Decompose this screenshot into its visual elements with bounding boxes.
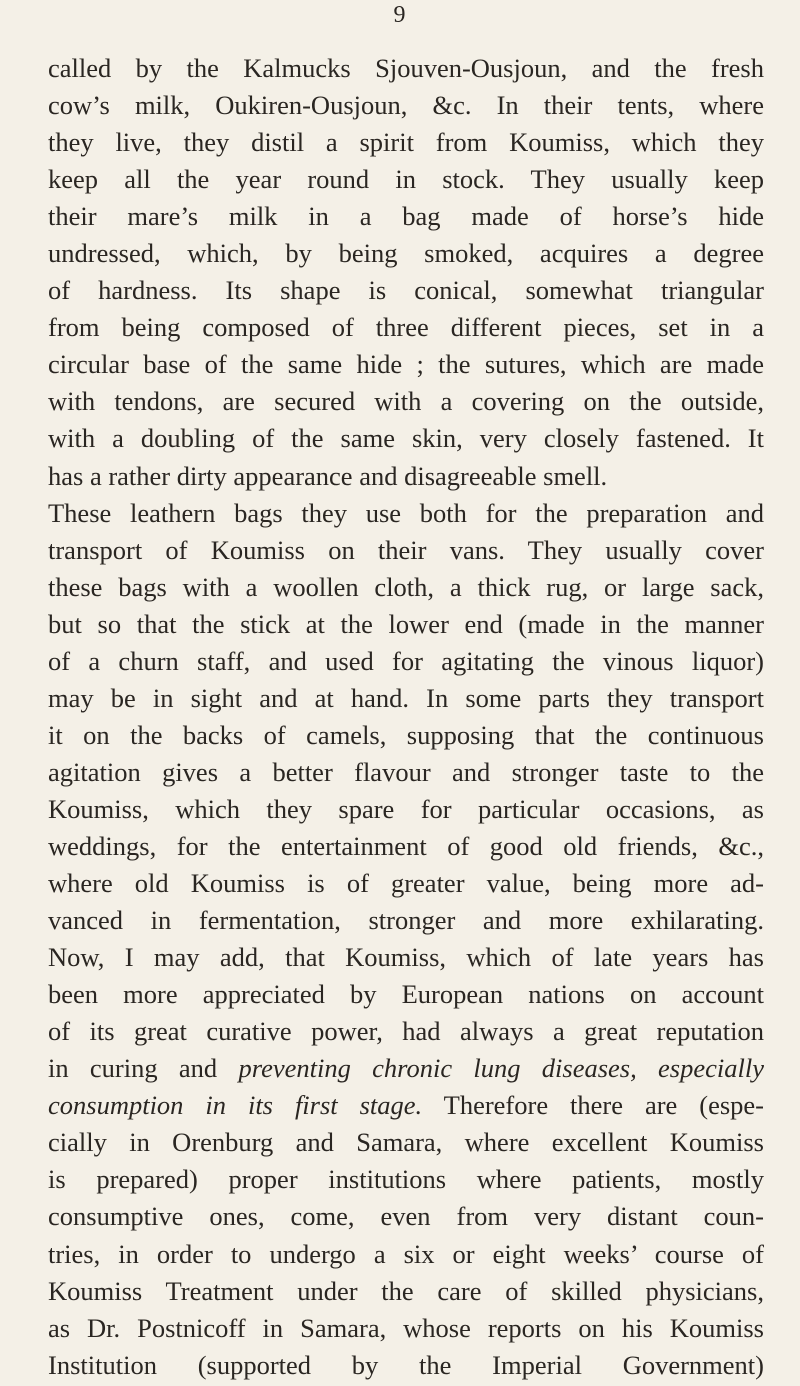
text-line: their mare’s milk in a bag made of horse’s hide — [48, 201, 764, 232]
text-line: cially in Orenburg and Samara, where excellent Koumiss — [48, 1127, 764, 1158]
body-text — [48, 50, 764, 1384]
page-number: 9 — [393, 2, 407, 28]
text-line: of a churn staff, and used for agitating the vinous liquor) — [48, 645, 764, 676]
text-line — [48, 1050, 764, 1087]
text-line: of hardness. Its shape is conical, somewhat triangular — [48, 275, 764, 306]
text-line: agitation gives a better flavour and stronger taste to the — [48, 756, 764, 787]
text-line: where old Koumiss is of greater value, being more ad- — [48, 868, 764, 899]
text-line — [48, 1087, 764, 1124]
italic-text: consumption in its first stage. — [48, 1090, 423, 1121]
text-line: they live, they distil a spirit from Koumiss, which they — [48, 127, 764, 158]
text-line: with a doubling of the same skin, very closely fastened. It — [48, 423, 764, 454]
text-line: from being composed of three different pieces, set in a — [48, 312, 764, 343]
text-line: Institution (supported by the Imperial Government) — [48, 1349, 764, 1380]
text-segment: Therefore there are (espe- — [422, 1090, 764, 1121]
text-line: Now, I may add, that Koumiss, which of late years has — [48, 942, 764, 973]
text-line: called by the Kalmucks Sjouven-Ousjoun, and the fresh — [48, 53, 764, 83]
text-line: it on the backs of camels, supposing that the continuous — [48, 719, 764, 750]
text-line: Koumiss Treatment under the care of skilled physicians, — [48, 1275, 764, 1306]
text-segment: in curing and — [48, 1053, 239, 1084]
text-line: of its great curative power, had always a great reputation — [48, 1016, 764, 1047]
text-line: these bags with a woollen cloth, a thick rug, or large sack, — [48, 571, 764, 602]
text-line: undressed, which, by being smoked, acquires a degree — [48, 238, 764, 269]
italic-text: preventing chronic lung diseases, especially — [238, 1053, 764, 1084]
text-line: consumptive ones, come, even from very distant coun- — [48, 1201, 764, 1232]
text-line: been more appreciated by European nations on account — [48, 979, 764, 1010]
text-line: vanced in fermentation, stronger and more exhilarating. — [48, 905, 764, 936]
text-line: transport of Koumiss on their vans. They usually cover — [48, 534, 764, 565]
text-line: but so that the stick at the lower end (made in the manner — [48, 608, 764, 639]
text-line: Koumiss, which they spare for particular occasions, as — [48, 793, 764, 824]
text-line: cow’s milk, Oukiren-Ousjoun, &c. In their tents, where — [48, 90, 764, 121]
text-line: may be in sight and at hand. In some parts they transport — [48, 682, 764, 713]
text-line: tries, in order to undergo a six or eight weeks’ course of — [48, 1238, 764, 1269]
text-line: keep all the year round in stock. They usually keep — [48, 164, 764, 195]
text-line: has a rather dirty appearance and disagreeable smell. — [48, 460, 608, 491]
text-line: is prepared) proper institutions where patients, mostly — [48, 1164, 764, 1195]
text-line: These leathern bags they use both for the preparation and — [48, 497, 764, 528]
text-line: weddings, for the entertainment of good old friends, &c., — [48, 830, 764, 861]
text-line: circular base of the same hide ; the sutures, which are made — [48, 349, 764, 380]
text-line: as Dr. Postnicoff in Samara, whose reports on his Koumiss — [48, 1312, 764, 1343]
text-line: with tendons, are secured with a covering on the outside, — [48, 386, 764, 417]
